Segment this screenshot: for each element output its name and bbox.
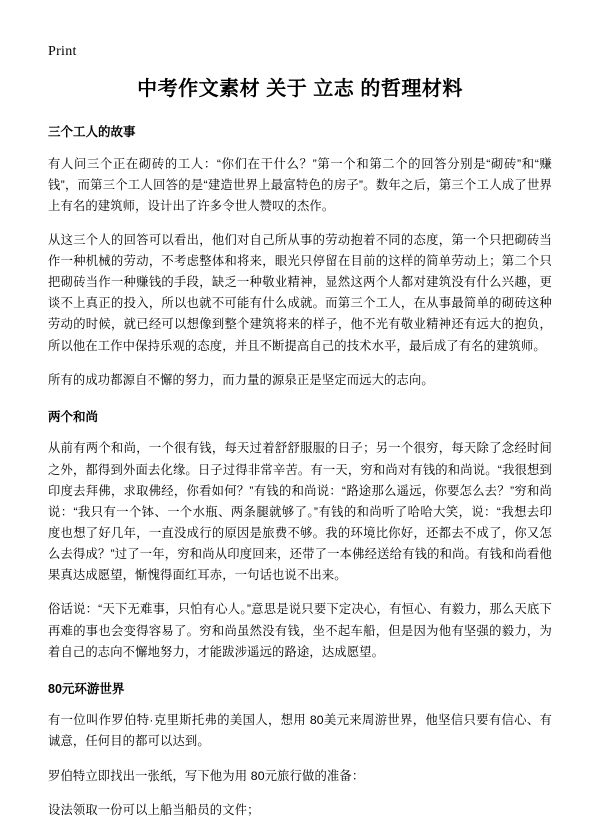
paragraph: 从这三个人的回答可以看出，他们对自己所从事的劳动抱着不同的态度，第一个只把砌砖当作一种机械的劳动，不考虑整体和将来，眼光只停留在目前的这样的简单劳动上；第二个只把砌砖当作一种赚钱的手段，缺乏一种敬业精神，显然这两个人都对建筑没有什么兴趣，更谈不上真正的投入，所以也就不可能有什么成就。而第三个工人，在从事最简单的砌砖这种劳动的时候，就已经可以想像到整个建筑将来的样子，他不光有敬业精神还有远大的抱负，所以他在工作中保持乐观的态度，并且不断提高自己的技术水平，最后成了有名的建筑师。 — [48, 232, 552, 353]
paragraph: 有一位叫作罗伯特·克里斯托弗的美国人，想用 80美元来周游世界，他坚信只要有信心、有诚意，任何目的都可以达到。 — [48, 713, 552, 749]
paragraph: 有人问三个正在砌砖的工人：“你们在干什么？”第一个和第二个的回答分别是“砌砖”和“赚钱”，而第三个工人回答的是“建造世界上最富特色的房子”。数年之后，第三个工人成了世界上有名的建筑师，设计出了许多令世人赞叹的杰作。 — [48, 156, 552, 213]
print-button[interactable]: Print — [48, 44, 77, 59]
section-heading: 三个工人的故事 — [48, 125, 136, 139]
section-heading: 两个和尚 — [48, 409, 99, 424]
section-heading: 80元环游世界 — [48, 681, 125, 696]
paragraph: 罗伯特立即找出一张纸，写下他为用 80元旅行做的准备： — [48, 768, 365, 783]
paragraph: 从前有两个和尚，一个很有钱，每天过着舒舒服服的日子；另一个很穷，每天除了念经时间之外，都得到外面去化缘。日子过得非常辛苦。有一天，穷和尚对有钱的和尚说。“我很想到印度去拜佛，求取佛经，你看如何？”有钱的和尚说：“路途那么遥远，你要怎么去？”穷和尚说：“我只有一个钵、一个水瓶、两条腿就够了。”有钱的和尚听了哈哈大笑，说：“我想去印度也想了好几年，一直没成行的原因是旅费不够。我的环境比你好，还都去不成了，你又怎么去得成？”过了一年，穷和尚从印度回来，还带了一本佛经送给有钱的和尚。有钱和尚看他果真达成愿望，惭愧得面红耳赤，一句话也说不出来。 — [48, 441, 552, 583]
paragraph: 俗话说：“天下无难事，只怕有心人。”意思是说只要下定决心，有恒心、有毅力，那么天底下再难的事也会变得容易了。穷和尚虽然没有钱，坐不起车船，但是因为他有坚强的毅力，为着自己的志向不懈地努力，才能跋涉遥远的路途，达成愿望。 — [48, 602, 552, 659]
paragraph: 所有的成功都源自不懈的努力，而力量的源泉正是坚定而远大的志向。 — [48, 372, 434, 387]
paragraph: 设法领取一份可以上船当船员的文件； — [48, 802, 260, 817]
page-title: 中考作文素材 关于 立志 的哲理材料 — [137, 78, 463, 100]
